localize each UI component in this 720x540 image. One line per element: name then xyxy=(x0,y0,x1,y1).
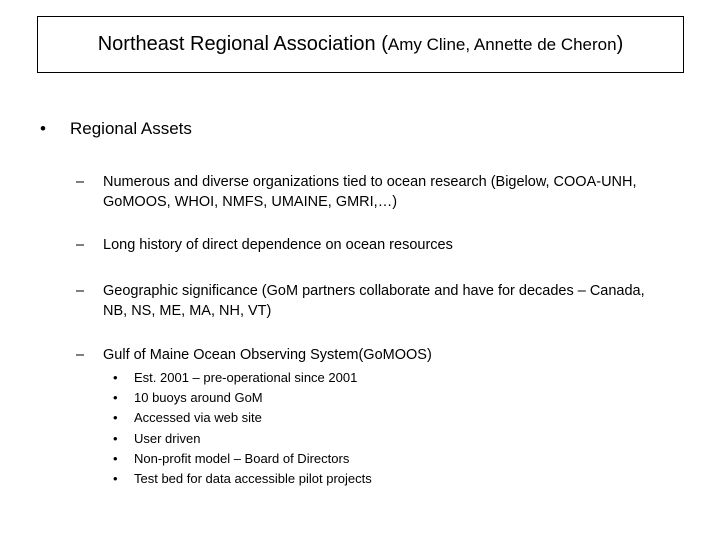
title-main: Northeast Regional Association ( xyxy=(97,33,388,55)
sub-bullet-text: Numerous and diverse organizations tied to ocean research (Bigelow, COOA-UNH, GoMOOS, WHOI, NMFS, UMAINE, GMRI,…) xyxy=(103,174,637,210)
sub-bullet-text: Gulf of Maine Ocean Observing System(GoMOOS) xyxy=(103,347,432,363)
dot-marker: • xyxy=(113,470,118,486)
list-item-text: 10 buoys around GoM xyxy=(134,390,263,406)
list-item xyxy=(0,408,720,428)
slide-title xyxy=(98,33,624,56)
dash-marker: – xyxy=(76,174,85,190)
dot-marker: • xyxy=(113,430,118,446)
sub-bullet-text: Geographic significance (GoM partners collaborate and have for decades – Canada, NB, NS, ME, MA, NH, VT) xyxy=(103,283,645,319)
list-item xyxy=(0,388,720,408)
list-item xyxy=(0,469,720,489)
list-item-text: Test bed for data accessible pilot projects xyxy=(134,470,372,486)
dash-marker: – xyxy=(76,237,85,253)
bullet-text: Regional Assets xyxy=(70,119,192,138)
list-item-text: Non-profit model – Board of Directors xyxy=(134,450,350,466)
title-box xyxy=(37,16,684,73)
bullet-marker: • xyxy=(40,119,46,138)
list-item-text: User driven xyxy=(134,430,201,446)
title-authors: Amy Cline, Annette de Cheron xyxy=(387,35,617,54)
list-item xyxy=(0,368,720,388)
title-close: ) xyxy=(616,33,624,55)
dot-marker: • xyxy=(113,410,118,426)
list-item-text: Accessed via web site xyxy=(134,410,262,426)
dash-marker: – xyxy=(76,347,85,363)
dot-marker: • xyxy=(113,390,118,406)
dash-marker: – xyxy=(76,283,85,299)
list-item xyxy=(0,449,720,469)
gomoos-detail-list xyxy=(0,368,720,489)
dot-marker: • xyxy=(113,370,118,385)
dot-marker: • xyxy=(113,450,118,466)
sub-bullet-text: Long history of direct dependence on ocean resources xyxy=(103,237,453,253)
list-item-text: Est. 2001 – pre-operational since 2001 xyxy=(134,370,358,385)
list-item xyxy=(0,429,720,449)
